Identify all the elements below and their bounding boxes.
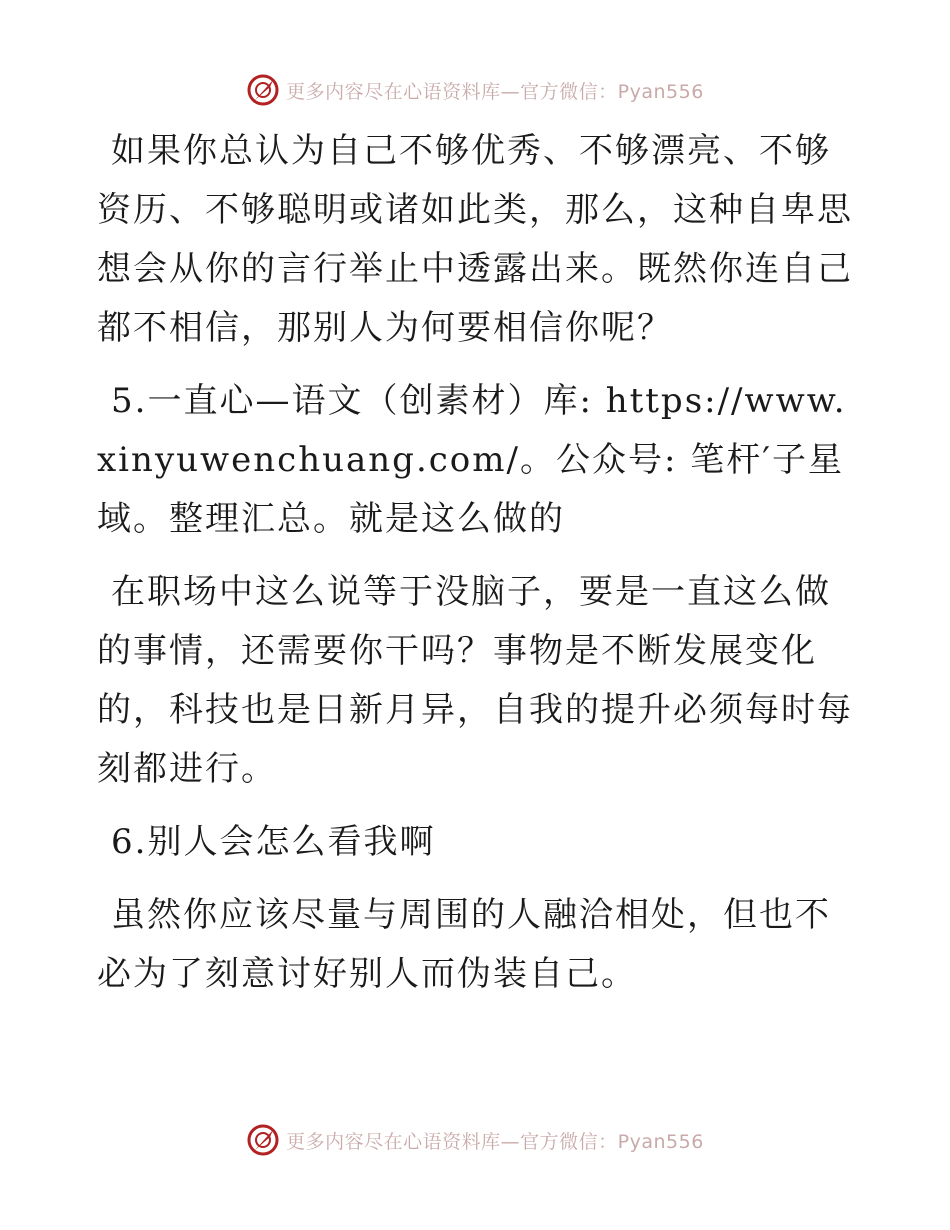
- paragraph: 如果你总认为自己不够优秀、不够漂亮、不够资历、不够聪明或诸如此类，那么，这种自卑思想会从你的言行举止中透露出来。既然你连自己都不相信，那别人为何要相信你呢？: [97, 131, 853, 348]
- document-body: [97, 122, 857, 1004]
- header-banner: [0, 70, 950, 110]
- footer-banner-text: 更多内容尽在心语资料库—官方微信：Pyan556: [286, 1130, 704, 1153]
- section-heading: 5.一直心—语文（创素材）库: https://www.xinyuwenchuang.com/。公众号: 笔杆′子星域。整理汇总。就是这么做的: [97, 381, 847, 539]
- header-banner-text: 更多内容尽在心语资料库—官方微信：Pyan556: [286, 80, 704, 103]
- paragraph: 在职场中这么说等于没脑子，要是一直这么做的事情，还需要你干吗？事物是不断发展变化的，科技也是日新月异，自我的提升必须每时每刻都进行。: [97, 572, 853, 789]
- quill-logo-icon: [246, 73, 280, 107]
- section-heading: 6.别人会怎么看我啊: [111, 822, 436, 862]
- quill-logo-icon: [246, 1123, 280, 1157]
- footer-banner: [0, 1120, 950, 1160]
- paragraph: 虽然你应该尽量与周围的人融洽相处，但也不必为了刻意讨好别人而伪装自己。: [97, 895, 831, 994]
